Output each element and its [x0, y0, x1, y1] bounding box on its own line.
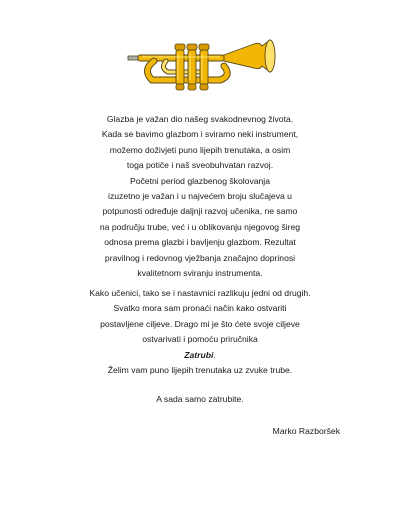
book-title-line — [60, 348, 340, 363]
paragraph-line: potpunosti određuje daljnji razvoj učenika, ne samo — [102, 206, 298, 217]
paragraph-line: ostvarivati i pomoću priručnika — [142, 334, 258, 345]
paragraph-line: izuzetno je važan i u najvećem broju slučajeva u — [108, 191, 292, 202]
trumpet-icon — [124, 36, 280, 100]
paragraph-line: možemo doživjeti puno lijepih trenutaka, a osim — [109, 144, 291, 155]
paragraph-line: odnosa prema glazbi i bavljenju glazbom. Rezultat — [104, 237, 296, 248]
paragraph-line: toga potiče i naš sveobuhvatan razvoj. — [126, 160, 274, 171]
paragraph-line: Glazba je važan dio našeg svakodnevnog života. — [106, 114, 294, 124]
paragraph-line: kvalitetnom sviranju instrumenta. — [137, 268, 263, 279]
closing-line: A sada samo zatrubite. — [156, 394, 244, 404]
paragraph-line: postavljene ciljeve. Drago mi je što ćete svoje ciljeve — [100, 318, 300, 329]
paragraph-line: Kada se bavimo glazbom i sviramo neki instrument, — [101, 129, 299, 140]
author-signature: Marko Razboršek — [272, 426, 340, 436]
paragraph-line: Svatko mora sam pronaći način kako ostvariti — [113, 303, 287, 314]
paragraph-line: Početni period glazbenog školovanja — [130, 175, 270, 186]
paragraph-line: Kako učenici, tako se i nastavnici razlikuju jedni od drugih. — [89, 288, 311, 298]
paragraph-line: na području trube, već i u oblikovanju njegovog šireg — [99, 221, 301, 232]
intro-paragraph — [60, 112, 340, 281]
book-title-suffix: . — [213, 349, 216, 360]
second-paragraph — [60, 286, 340, 378]
paragraph-line: Želim vam puno lijepih trenutaka uz zvuke trube. — [107, 365, 293, 376]
book-title: Zatrubi — [184, 349, 214, 360]
paragraph-line: pravilnog i redovnog vježbanja značajno doprinosi — [104, 252, 296, 263]
